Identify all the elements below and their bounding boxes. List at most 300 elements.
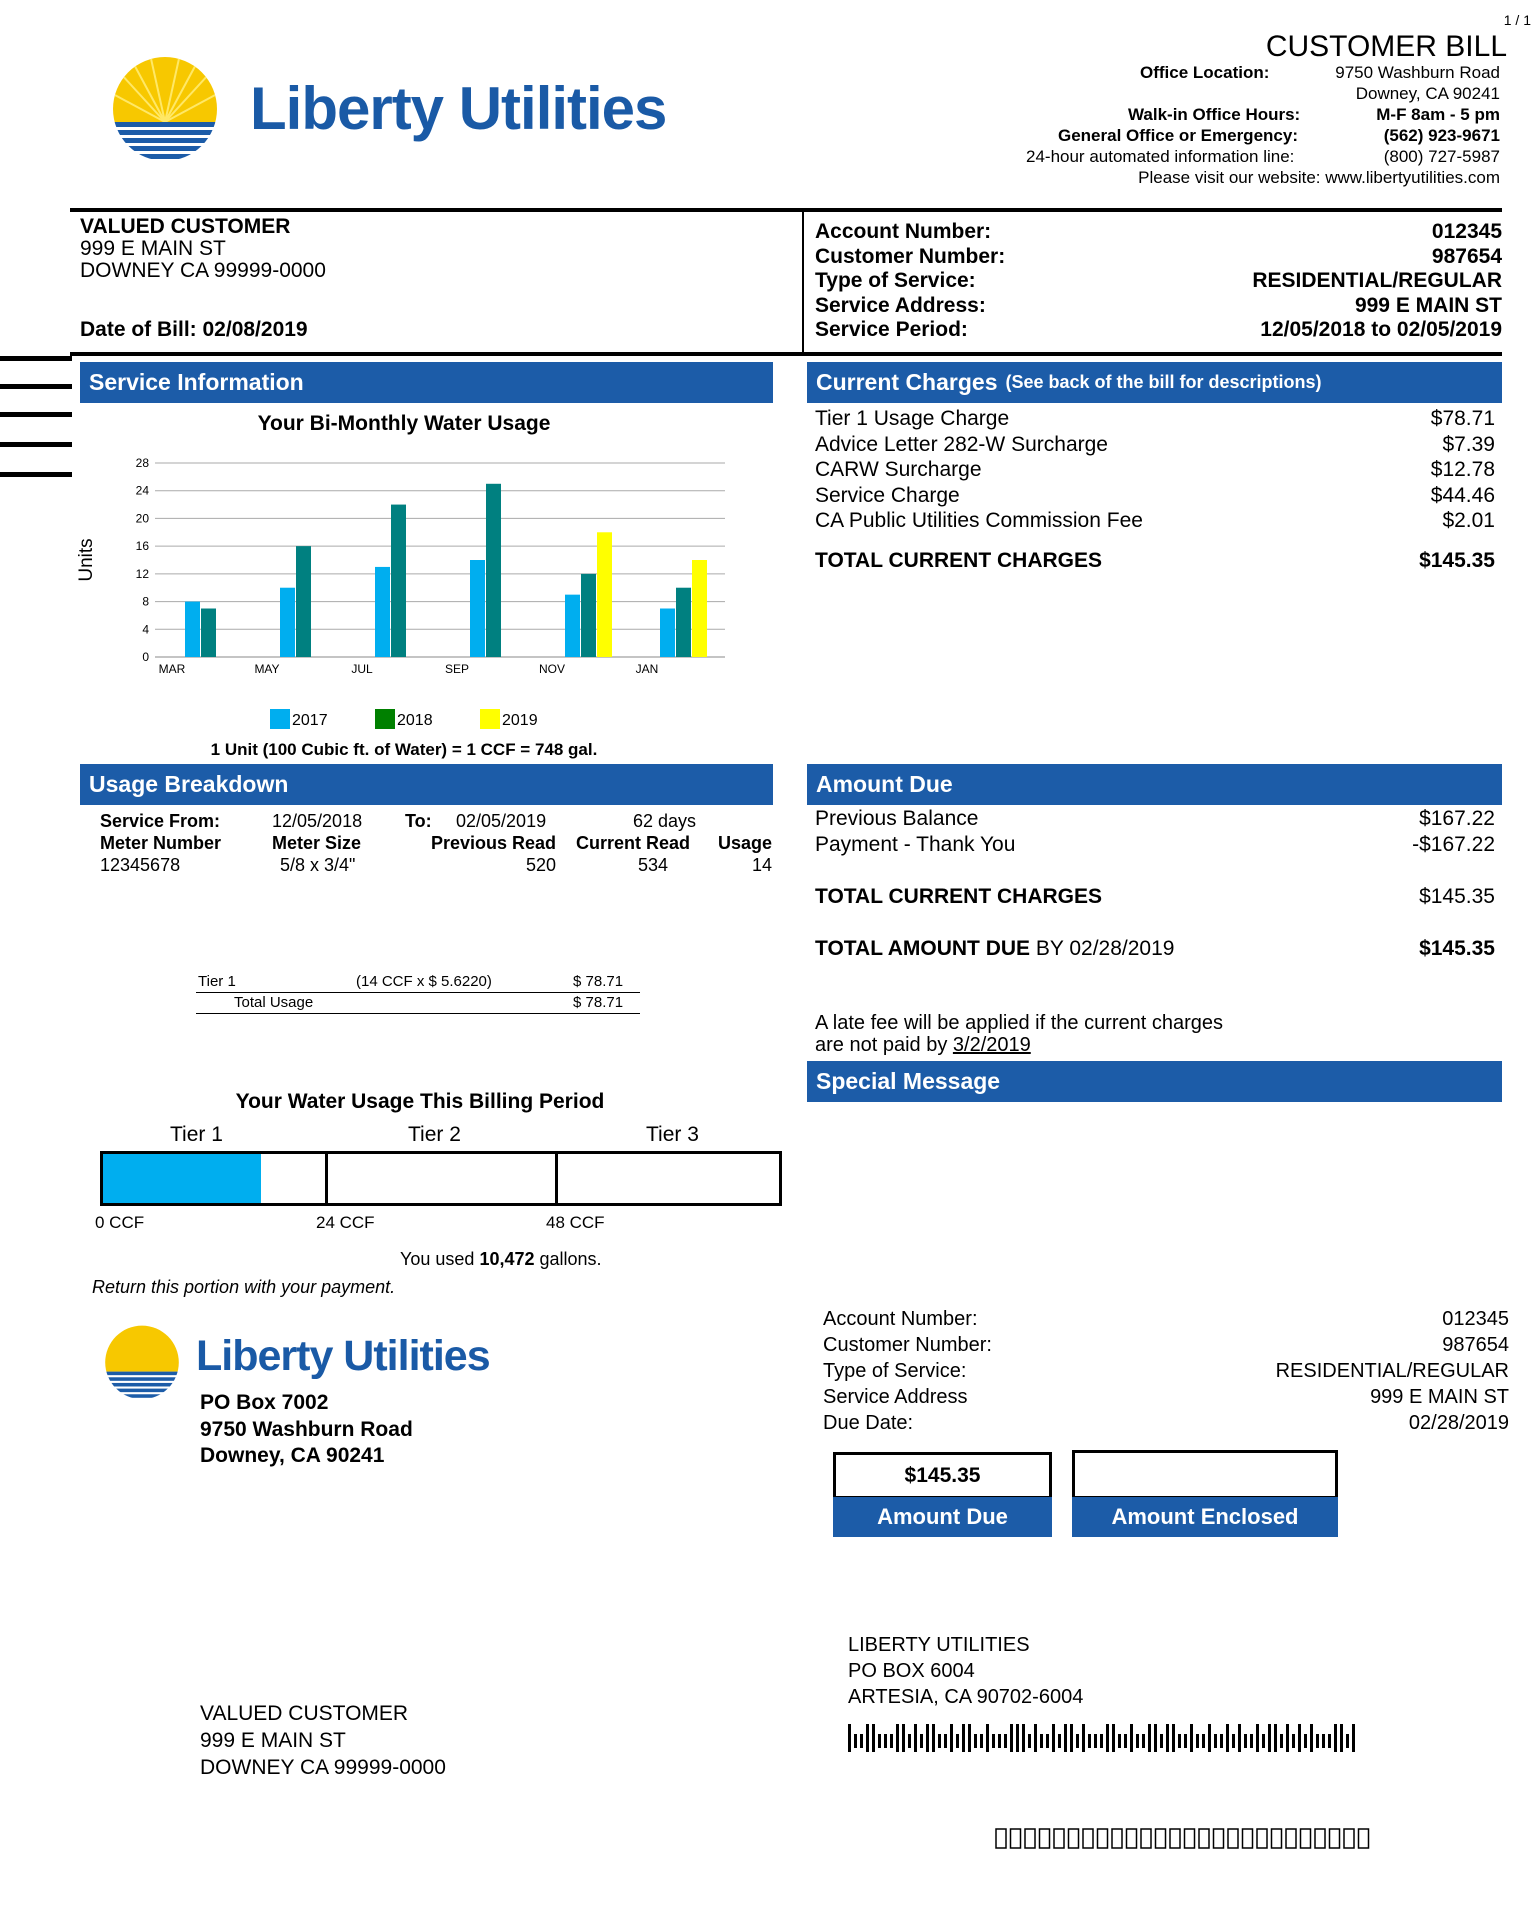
brand-name: Liberty Utilities <box>250 75 667 142</box>
charge-label: Advice Letter 282-W Surcharge <box>815 432 1108 456</box>
barcode-bar <box>938 1734 941 1748</box>
barcode-bar <box>1052 1724 1055 1752</box>
barcode-bar <box>1190 1724 1193 1752</box>
auto-value: (800) 727-5987 <box>1383 147 1500 166</box>
barcode-bar <box>1088 1734 1091 1748</box>
postal-barcode <box>848 1724 1368 1754</box>
late-fee-line2: are not paid by <box>815 1034 948 1056</box>
barcode-bar <box>1238 1724 1241 1752</box>
legend-label: 2017 <box>292 712 328 729</box>
barcode-bar <box>1184 1734 1187 1748</box>
usage-breakdown-header <box>80 764 773 805</box>
barcode-bar <box>872 1724 875 1752</box>
barcode-bar <box>1016 1724 1019 1752</box>
barcode-bar <box>1100 1734 1103 1748</box>
mark-0: 0 CCF <box>95 1213 145 1232</box>
tier-usage-bar <box>100 1151 782 1206</box>
payment-value: -$167.22 <box>1412 833 1495 856</box>
fold-mark <box>0 412 72 417</box>
remit-customer-address <box>200 1700 446 1781</box>
barcode-bar <box>926 1724 929 1752</box>
ocr-box <box>1301 1829 1311 1848</box>
header-divider <box>70 208 1502 212</box>
barcode-bar <box>1256 1724 1259 1752</box>
ocr-box <box>1156 1829 1166 1848</box>
barcode-bar <box>860 1734 863 1748</box>
late-fee-line1: A late fee will be applied if the current charges <box>815 1012 1224 1034</box>
barcode-bar <box>1058 1734 1061 1748</box>
barcode-bar <box>1166 1724 1169 1752</box>
walkin-value: M-F 8am - 5 pm <box>1376 105 1500 124</box>
bar-2017 <box>280 588 295 657</box>
ocr-box <box>1272 1829 1282 1848</box>
amount-due-header <box>807 764 1502 805</box>
barcode-bar <box>896 1724 899 1752</box>
barcode-bar <box>1172 1724 1175 1752</box>
bar-2018 <box>581 574 596 657</box>
remit-customer-line: DOWNEY CA 99999-0000 <box>200 1756 446 1779</box>
bar-2018 <box>201 609 216 658</box>
ocr-box <box>1083 1829 1093 1848</box>
y-axis-label: Units <box>76 538 97 582</box>
barcode-bar <box>1310 1724 1313 1752</box>
ocr-box <box>1011 1829 1021 1848</box>
fold-mark <box>0 472 72 477</box>
gallons-used-amount: 10,472 <box>479 1249 535 1269</box>
x-tick-label: MAR <box>158 662 186 676</box>
y-tick-label: 24 <box>135 483 149 498</box>
bar-2019 <box>692 560 707 657</box>
total-due-by: BY 02/28/2019 <box>1035 937 1175 960</box>
late-fee-date: 3/2/2019 <box>952 1034 1031 1056</box>
y-tick-label: 8 <box>142 594 149 609</box>
barcode-bar <box>1034 1724 1037 1752</box>
tier-2-label: Tier 2 <box>408 1123 461 1146</box>
remit-account-number-value: 012345 <box>1442 1308 1509 1330</box>
service-type-value: RESIDENTIAL/REGULAR <box>1252 269 1502 292</box>
charges-total-label: TOTAL CURRENT CHARGES <box>815 548 1103 572</box>
remit-brand-name: Liberty Utilities <box>196 1332 490 1380</box>
ocr-box <box>1112 1829 1122 1848</box>
ocr-box <box>1170 1829 1180 1848</box>
usage-value: 14 <box>751 855 772 875</box>
barcode-bar <box>1322 1734 1325 1748</box>
office-location-label: Office Location: <box>1140 63 1270 82</box>
remit-account-info <box>823 1306 1509 1436</box>
walkin-label: Walk-in Office Hours: <box>1128 105 1301 124</box>
ocr-box <box>1054 1829 1064 1848</box>
ocr-box <box>1141 1829 1151 1848</box>
charge-row <box>815 457 1495 483</box>
remit-address-line: Downey, CA 90241 <box>200 1444 385 1467</box>
account-info <box>815 220 1502 343</box>
service-to-value: 02/05/2019 <box>456 811 547 831</box>
remit-address-line: PO Box 7002 <box>200 1391 329 1414</box>
previous-balance-label: Previous Balance <box>815 807 979 830</box>
barcode-bar <box>1022 1724 1025 1752</box>
total-usage-label: Total Usage <box>234 994 314 1011</box>
barcode-bar <box>1106 1724 1109 1752</box>
bar-2017 <box>375 567 390 657</box>
barcode-bar <box>944 1734 947 1748</box>
service-info-title: Service Information <box>89 369 304 395</box>
current-charges-list <box>815 406 1495 573</box>
barcode-bar <box>962 1724 965 1752</box>
barcode-bar <box>1292 1734 1295 1748</box>
mail-to-line: ARTESIA, CA 90702-6004 <box>848 1686 1084 1708</box>
barcode-bar <box>920 1734 923 1748</box>
bill-header <box>987 30 1507 64</box>
charges-total-amount: $145.35 <box>1419 548 1495 572</box>
remit-service-type-value: RESIDENTIAL/REGULAR <box>1275 1360 1509 1382</box>
ocr-box <box>1199 1829 1209 1848</box>
charge-row <box>815 483 1495 509</box>
barcode-bar <box>890 1734 893 1748</box>
special-message-header <box>807 1061 1502 1102</box>
charge-amount: $2.01 <box>1442 509 1495 532</box>
account-number-label: Account Number: <box>815 220 992 243</box>
remit-customer-number-label: Customer Number: <box>823 1334 992 1356</box>
brand-logo <box>100 52 760 162</box>
col-current-read: Current Read <box>575 833 690 853</box>
barcode-bar <box>1112 1724 1115 1752</box>
barcode-bar <box>908 1734 911 1748</box>
col-usage: Usage <box>717 833 772 853</box>
total-current-label: TOTAL CURRENT CHARGES <box>815 885 1103 908</box>
charge-row <box>815 406 1495 432</box>
charge-amount: $7.39 <box>1442 432 1495 456</box>
y-tick-label: 20 <box>135 511 149 526</box>
legend-label: 2019 <box>502 712 538 729</box>
mail-to-line: LIBERTY UTILITIES <box>848 1634 1030 1656</box>
barcode-bar <box>956 1734 959 1748</box>
barcode-bar <box>1004 1734 1007 1748</box>
charge-label: Service Charge <box>815 483 960 507</box>
gallons-used-prefix: You used <box>400 1249 475 1269</box>
ocr-box <box>996 1829 1006 1848</box>
barcode-bar <box>1010 1724 1013 1752</box>
total-usage-amount: $ 78.71 <box>573 994 624 1011</box>
ocr-box <box>1228 1829 1238 1848</box>
barcode-bar <box>1082 1724 1085 1752</box>
barcode-bar <box>902 1724 905 1752</box>
sun-logo-icon <box>100 52 230 162</box>
barcode-bar <box>1094 1734 1097 1748</box>
barcode-bar <box>1070 1724 1073 1752</box>
mark-24: 24 CCF <box>316 1213 375 1232</box>
ocr-box <box>1040 1829 1050 1848</box>
barcode-bar <box>1130 1724 1133 1752</box>
barcode-bar <box>1148 1724 1151 1752</box>
barcode-bar <box>986 1724 989 1752</box>
y-tick-label: 16 <box>135 539 149 554</box>
customer-address <box>80 216 326 282</box>
usage-breakdown-title: Usage Breakdown <box>89 771 289 797</box>
x-tick-label: NOV <box>538 662 566 676</box>
barcode-bar <box>1040 1734 1043 1748</box>
page-number: 1 / 1 <box>1503 12 1531 28</box>
sun-logo-icon <box>96 1316 188 1406</box>
charge-amount: $44.46 <box>1430 483 1495 507</box>
charge-row <box>815 432 1495 458</box>
office-location-line2: Downey, CA 90241 <box>1355 84 1500 103</box>
remit-due-date-label: Due Date: <box>823 1412 914 1434</box>
barcode-bar <box>854 1734 857 1748</box>
barcode-bar <box>1208 1724 1211 1752</box>
current-charges-subtitle: (See back of the bill for descriptions) <box>1005 372 1322 392</box>
vertical-divider <box>802 212 804 352</box>
remit-due-date-value: 02/28/2019 <box>1408 1412 1509 1434</box>
fold-mark <box>0 442 72 447</box>
customer-number-label: Customer Number: <box>815 244 1006 268</box>
fold-mark <box>0 384 72 389</box>
special-message-title: Special Message <box>816 1068 1001 1094</box>
barcode-bar <box>1244 1734 1247 1748</box>
remit-company-address <box>200 1390 413 1470</box>
barcode-bar <box>1340 1724 1343 1752</box>
barcode-bar <box>980 1734 983 1748</box>
total-current-value: $145.35 <box>1419 885 1495 908</box>
barcode-bar <box>884 1734 887 1748</box>
website-line: Please visit our website: www.libertyutilities.com <box>1138 168 1500 187</box>
bar-2017 <box>660 609 675 658</box>
amount-enclosed-field[interactable] <box>1072 1450 1338 1499</box>
col-previous-read: Previous Read <box>430 833 556 853</box>
office-location-line1: 9750 Washburn Road <box>1335 63 1500 82</box>
bar-2017 <box>185 602 200 657</box>
bar-2018 <box>676 588 691 657</box>
barcode-bar <box>848 1724 851 1752</box>
general-value: (562) 923-9671 <box>1383 126 1500 145</box>
previous-read: 520 <box>525 855 556 875</box>
legend-swatch <box>270 709 290 729</box>
charge-label: CARW Surcharge <box>815 458 982 481</box>
amount-due-box: $145.35 <box>833 1452 1052 1499</box>
tier-label: Tier 1 <box>198 973 236 990</box>
y-tick-label: 4 <box>142 622 149 637</box>
current-charges-header <box>807 362 1502 403</box>
remit-customer-line: VALUED CUSTOMER <box>200 1702 409 1725</box>
ocr-box <box>1344 1829 1354 1848</box>
barcode-bar <box>1160 1734 1163 1748</box>
service-type-label: Type of Service: <box>815 269 976 292</box>
service-period-value: 12/05/2018 to 02/05/2019 <box>1260 318 1502 341</box>
charge-label: Tier 1 Usage Charge <box>815 407 1010 430</box>
tier-1-label: Tier 1 <box>170 1123 223 1146</box>
barcode-bar <box>974 1734 977 1748</box>
barcode-bar <box>1328 1734 1331 1748</box>
tier-calc <box>196 972 640 1014</box>
customer-name: VALUED CUSTOMER <box>80 215 291 238</box>
x-tick-label: SEP <box>444 662 470 676</box>
tier-usage-title: Your Water Usage This Billing Period <box>235 1090 605 1113</box>
ocr-scanline <box>995 1828 1375 1850</box>
chart-title: Your Bi-Monthly Water Usage <box>257 412 551 435</box>
bar-2018 <box>486 484 501 657</box>
remit-account-number-label: Account Number: <box>823 1308 978 1330</box>
barcode-bar <box>968 1724 971 1752</box>
tier-calc-text: (14 CCF x $ 5.6220) <box>356 973 492 990</box>
amount-due-list <box>815 806 1495 962</box>
auto-label: 24-hour automated information line: <box>1026 147 1295 166</box>
amount-due-label: Amount Due <box>833 1497 1052 1537</box>
remit-address-line: 9750 Washburn Road <box>200 1417 413 1441</box>
remit-service-type-label: Type of Service: <box>823 1360 967 1382</box>
meter-number: 12345678 <box>100 855 181 875</box>
x-tick-label: JAN <box>635 662 659 676</box>
remit-service-address-label: Service Address <box>823 1386 968 1408</box>
service-info-header <box>80 362 773 403</box>
ocr-box <box>1243 1829 1253 1848</box>
total-due-label: TOTAL AMOUNT DUE <box>815 937 1031 960</box>
barcode-bar <box>878 1734 881 1748</box>
bar-2017 <box>470 560 485 657</box>
barcode-bar <box>998 1734 1001 1748</box>
barcode-bar <box>1220 1734 1223 1748</box>
fold-mark <box>0 356 72 361</box>
customer-street: 999 E MAIN ST <box>80 237 226 260</box>
late-fee-note <box>815 1012 1223 1056</box>
y-tick-label: 0 <box>142 650 149 664</box>
service-from-label: Service From: <box>100 811 221 831</box>
x-tick-label: MAY <box>254 662 280 676</box>
bar-2018 <box>296 546 311 657</box>
tier-usage-fill <box>103 1154 261 1203</box>
customer-number-value: 987654 <box>1431 244 1502 268</box>
barcode-bar <box>1226 1724 1229 1752</box>
service-period-label: Service Period: <box>815 318 968 341</box>
return-note: Return this portion with your payment. <box>92 1277 396 1297</box>
ocr-box <box>1330 1829 1340 1848</box>
ocr-box <box>1359 1829 1369 1848</box>
remit-customer-line: 999 E MAIN ST <box>200 1729 346 1752</box>
barcode-bar <box>1316 1734 1319 1748</box>
mail-to-line: PO BOX 6004 <box>848 1660 975 1682</box>
barcode-bar <box>1196 1734 1199 1748</box>
barcode-bar <box>1046 1734 1049 1748</box>
meter-size: 5/8 x 3/4" <box>280 855 356 875</box>
current-read: 534 <box>637 855 668 875</box>
legend-label: 2018 <box>397 712 433 729</box>
general-label: General Office or Emergency: <box>1058 126 1298 145</box>
customer-city: DOWNEY CA 99999-0000 <box>80 259 326 282</box>
account-divider <box>70 352 1502 356</box>
payment-label: Payment - Thank You <box>815 833 1016 856</box>
barcode-bar <box>1280 1734 1283 1748</box>
ocr-box <box>1127 1829 1137 1848</box>
previous-balance-value: $167.22 <box>1419 807 1495 830</box>
barcode-bar <box>992 1734 995 1748</box>
barcode-bar <box>1178 1734 1181 1748</box>
ocr-box <box>1185 1829 1195 1848</box>
gallons-used <box>400 1249 602 1270</box>
ocr-box <box>1098 1829 1108 1848</box>
legend-swatch <box>480 709 500 729</box>
charge-amount: $78.71 <box>1430 407 1495 430</box>
bar-2018 <box>391 505 406 657</box>
barcode-bar <box>1352 1724 1355 1752</box>
barcode-bar <box>950 1724 953 1752</box>
ocr-box <box>1315 1829 1325 1848</box>
ocr-box <box>1286 1829 1296 1848</box>
charges-total-row <box>815 548 1495 574</box>
mark-48: 48 CCF <box>546 1213 605 1232</box>
total-due-value: $145.35 <box>1419 937 1495 960</box>
barcode-bar <box>1154 1724 1157 1752</box>
legend-swatch <box>375 709 395 729</box>
barcode-bar <box>914 1724 917 1752</box>
barcode-bar <box>932 1724 935 1752</box>
service-days: 62 days <box>633 811 697 831</box>
charge-amount: $12.78 <box>1430 458 1495 481</box>
bar-2019 <box>597 532 612 657</box>
usage-breakdown-table <box>100 810 772 876</box>
barcode-bar <box>1274 1724 1277 1752</box>
barcode-bar <box>866 1724 869 1752</box>
barcode-bar <box>1028 1734 1031 1748</box>
ocr-box <box>1025 1829 1035 1848</box>
office-location <box>1026 62 1500 188</box>
bill-title: CUSTOMER BILL <box>1265 30 1507 63</box>
service-from-value: 12/05/2018 <box>272 811 363 831</box>
barcode-bar <box>1286 1724 1289 1752</box>
amount-enclosed-label: Amount Enclosed <box>1072 1497 1338 1537</box>
ocr-box <box>1069 1829 1079 1848</box>
date-of-bill: Date of Bill: 02/08/2019 <box>80 318 308 341</box>
barcode-bar <box>1262 1734 1265 1748</box>
service-to-label: To: <box>405 811 432 831</box>
gallons-used-suffix: gallons. <box>539 1249 602 1269</box>
tier-amount: $ 78.71 <box>573 973 624 990</box>
barcode-bar <box>1124 1734 1127 1748</box>
account-number-value: 012345 <box>1431 220 1502 243</box>
tier-divider <box>325 1154 328 1203</box>
usage-chart <box>70 445 750 745</box>
barcode-bar <box>1304 1734 1307 1748</box>
unit-note: 1 Unit (100 Cubic ft. of Water) = 1 CCF = 748 gal. <box>210 740 598 759</box>
barcode-bar <box>1202 1734 1205 1748</box>
y-tick-label: 12 <box>135 566 149 581</box>
charge-row <box>815 508 1495 534</box>
barcode-bar <box>1142 1734 1145 1748</box>
barcode-bar <box>1214 1734 1217 1748</box>
col-meter-size: Meter Size <box>272 833 362 853</box>
bar-2017 <box>565 595 580 657</box>
service-address-value: 999 E MAIN ST <box>1354 293 1502 317</box>
tier-divider <box>555 1154 558 1203</box>
tier-3-label: Tier 3 <box>646 1123 699 1146</box>
mail-to-address <box>848 1632 1083 1710</box>
barcode-bar <box>1268 1724 1271 1752</box>
barcode-bar <box>1298 1724 1301 1752</box>
barcode-bar <box>1232 1734 1235 1748</box>
barcode-bar <box>1118 1734 1121 1748</box>
x-tick-label: JUL <box>351 662 373 676</box>
barcode-bar <box>1250 1734 1253 1748</box>
ocr-box <box>1214 1829 1224 1848</box>
barcode-bar <box>1064 1724 1067 1752</box>
amount-due-title: Amount Due <box>816 771 953 797</box>
barcode-bar <box>1076 1734 1079 1748</box>
col-meter-number: Meter Number <box>100 833 222 853</box>
barcode-bar <box>1136 1734 1139 1748</box>
barcode-bar <box>1346 1734 1349 1748</box>
y-tick-label: 28 <box>135 456 149 470</box>
ocr-box <box>1257 1829 1267 1848</box>
remit-customer-number-value: 987654 <box>1442 1334 1509 1356</box>
barcode-bar <box>1334 1724 1337 1752</box>
remit-service-address-value: 999 E MAIN ST <box>1370 1386 1509 1408</box>
